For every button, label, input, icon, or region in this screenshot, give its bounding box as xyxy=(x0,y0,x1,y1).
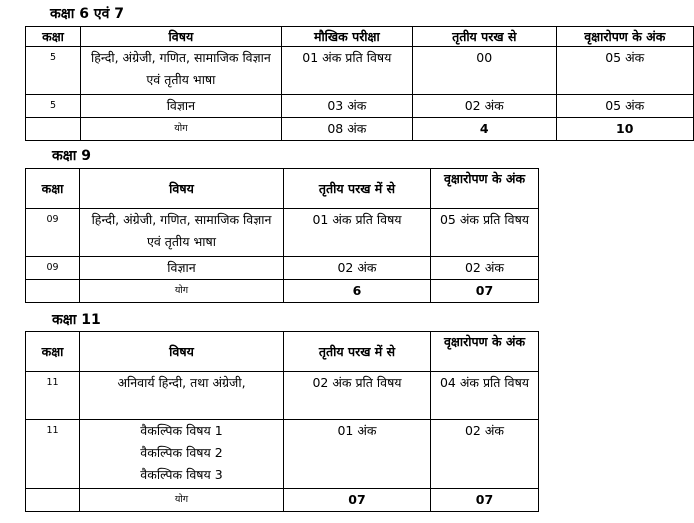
total-plant: 07 xyxy=(431,489,539,512)
header-third-test: तृतीय परख में से xyxy=(284,169,431,209)
section3-table xyxy=(25,331,539,512)
total-row xyxy=(26,280,539,303)
header-plantation: वृक्षारोपण के अंक xyxy=(431,332,539,372)
cell-empty xyxy=(26,280,80,303)
total-label: योग xyxy=(80,489,284,512)
cell-plant: 05 अंक xyxy=(556,47,693,95)
section3-title: कक्षा 11 xyxy=(52,312,101,328)
cell-subject: विज्ञान xyxy=(80,257,284,280)
header-plantation: वृक्षारोपण के अंक xyxy=(431,169,539,209)
table-header-row xyxy=(26,332,539,372)
optional-subject-2: वैकल्पिक विषय 2 xyxy=(140,445,223,460)
section2-title: कक्षा 9 xyxy=(52,148,92,164)
total-row xyxy=(26,489,539,512)
header-subject: विषय xyxy=(80,169,284,209)
section2-table xyxy=(25,168,539,303)
cell-empty xyxy=(26,118,81,141)
cell-third: 01 अंक xyxy=(284,420,431,489)
cell-third: 02 अंक प्रति विषय xyxy=(284,372,431,420)
section1-title: कक्षा 6 एवं 7 xyxy=(50,6,125,22)
table-row xyxy=(26,420,539,489)
total-plant: 10 xyxy=(556,118,693,141)
cell-subject: अनिवार्य हिन्दी, तथा अंग्रेजी, xyxy=(80,372,284,420)
cell-oral: 03 अंक xyxy=(281,95,412,118)
header-subject: विषय xyxy=(81,27,282,47)
total-label: योग xyxy=(80,280,284,303)
table-row xyxy=(26,95,694,118)
table-row xyxy=(26,257,539,280)
cell-plant: 04 अंक प्रति विषय xyxy=(431,372,539,420)
table-header-row xyxy=(26,169,539,209)
cell-third: 02 अंक xyxy=(412,95,556,118)
table-header-row xyxy=(26,27,694,47)
header-class: कक्षा xyxy=(26,332,80,372)
cell-subject: विज्ञान xyxy=(81,95,282,118)
cell-plant: 02 अंक xyxy=(431,257,539,280)
cell-subject-optional xyxy=(80,420,284,489)
section1-table xyxy=(25,26,694,141)
cell-plant: 05 अंक प्रति विषय xyxy=(431,209,539,257)
header-class: कक्षा xyxy=(26,27,81,47)
total-oral: 08 अंक xyxy=(281,118,412,141)
header-subject: विषय xyxy=(80,332,284,372)
total-label: योग xyxy=(81,118,282,141)
total-third: 07 xyxy=(284,489,431,512)
cell-subject: हिन्दी, अंग्रेजी, गणित, सामाजिक विज्ञान एवं तृतीय भाषा xyxy=(80,209,284,257)
table-row xyxy=(26,47,694,95)
optional-subject-1: वैकल्पिक विषय 1 xyxy=(140,423,223,438)
header-third-test: तृतीय परख से xyxy=(412,27,556,47)
total-third: 6 xyxy=(284,280,431,303)
cell-third: 01 अंक प्रति विषय xyxy=(284,209,431,257)
cell-third: 02 अंक xyxy=(284,257,431,280)
optional-subject-3: वैकल्पिक विषय 3 xyxy=(140,467,223,482)
total-row xyxy=(26,118,694,141)
cell-plant: 05 अंक xyxy=(556,95,693,118)
header-third-test: तृतीय परख में से xyxy=(284,332,431,372)
total-plant: 07 xyxy=(431,280,539,303)
cell-subject: हिन्दी, अंग्रेजी, गणित, सामाजिक विज्ञान एवं तृतीय भाषा xyxy=(81,47,282,95)
cell-class: 09 xyxy=(26,257,80,280)
total-third: 4 xyxy=(412,118,556,141)
cell-oral: 01 अंक प्रति विषय xyxy=(281,47,412,95)
cell-class: 5 xyxy=(26,95,81,118)
cell-class: 09 xyxy=(26,209,80,257)
header-class: कक्षा xyxy=(26,169,80,209)
header-plantation: वृक्षारोपण के अंक xyxy=(556,27,693,47)
cell-class: 11 xyxy=(26,372,80,420)
cell-plant: 02 अंक xyxy=(431,420,539,489)
cell-third: 00 xyxy=(412,47,556,95)
header-oral-exam: मौखिक परीक्षा xyxy=(281,27,412,47)
table-row xyxy=(26,209,539,257)
cell-empty xyxy=(26,489,80,512)
cell-class: 11 xyxy=(26,420,80,489)
table-row xyxy=(26,372,539,420)
cell-class: 5 xyxy=(26,47,81,95)
